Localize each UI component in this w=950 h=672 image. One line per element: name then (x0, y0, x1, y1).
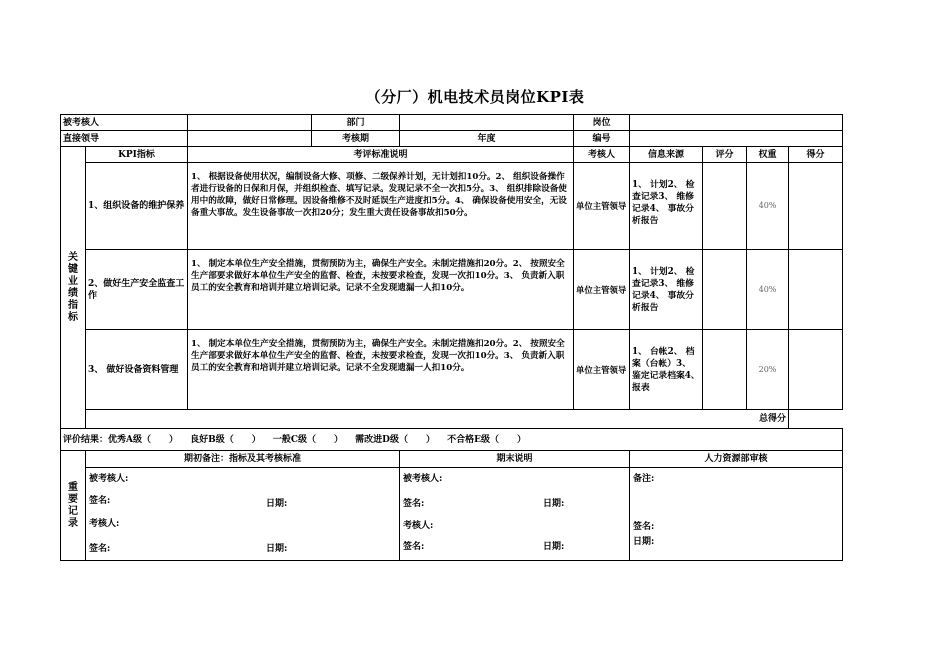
records-col1[interactable] (86, 468, 400, 561)
col-points: 得分 (789, 147, 843, 163)
direct-leader-value[interactable] (188, 131, 312, 147)
year-label: 年度 (400, 131, 574, 147)
kpi-row (61, 163, 843, 250)
examinee-sign-label: 被考核人: (89, 474, 129, 484)
examinee-sign-label: 被考核人: (403, 474, 443, 484)
number-value[interactable] (630, 131, 843, 147)
col-standard: 考评标准说明 (188, 147, 574, 163)
kpi-weight: 20% (747, 330, 789, 410)
records-col1-title: 期初备注：指标及其考核标准 (86, 451, 400, 468)
period-label: 考核期 (312, 131, 400, 147)
kpi-name: 3、 做好设备资料管理 (86, 330, 188, 410)
section-label: 关键业绩指标 (61, 147, 86, 429)
hr-sign-field: 签名: (633, 522, 655, 532)
records-col3-title: 人力资源部审核 (630, 451, 843, 468)
total-label: 总得分 (86, 410, 789, 429)
assessor-sign-field: 签名: (89, 544, 111, 554)
kpi-points[interactable] (789, 250, 843, 330)
position-value[interactable] (630, 115, 843, 131)
header-row-2 (61, 131, 843, 147)
records-label: 重要记录 (61, 451, 86, 561)
page-title: （分厂）机电技术员岗位KPI表 (365, 88, 585, 106)
hr-remark-label: 备注: (633, 474, 655, 484)
examinee-date-field: 日期: (543, 499, 565, 509)
kpi-points[interactable] (789, 163, 843, 250)
department-label: 部门 (312, 115, 400, 131)
assessor-sign-label: 考核人: (403, 521, 434, 531)
records-header-row (61, 451, 843, 468)
examinee-date-field: 日期: (266, 499, 288, 509)
assessor-date-field: 日期: (543, 542, 565, 552)
kpi-points[interactable] (789, 330, 843, 410)
department-value[interactable] (400, 115, 574, 131)
evaluation-row (61, 429, 843, 451)
number-label: 编号 (574, 131, 630, 147)
col-score: 评分 (703, 147, 747, 163)
kpi-row (61, 250, 843, 330)
kpi-standard: 1、 制定本单位生产安全措施，贯彻预防为主，确保生产安全。未制定措施扣20分。2、 按照安全生产部要求做好本单位生产安全的监督、检查，未按要求检查，发现一次扣10分。3、 负责新入职员工的安全教育和培训并建立培训记录。记录不全发现遗漏一人扣10分。 (188, 250, 574, 330)
kpi-assessor: 单位主管领导 (574, 250, 630, 330)
kpi-source: 1、 计划2、 检查记录3、 维修记录4、 事故分析报告 (630, 163, 703, 250)
kpi-table (60, 114, 843, 561)
position-label: 岗位 (574, 115, 630, 131)
kpi-name: 2、做好生产安全监查工作 (86, 250, 188, 330)
examinee-sign-field: 签名: (89, 496, 111, 506)
records-col2-title: 期末说明 (400, 451, 630, 468)
kpi-standard: 1、 根据设备使用状况，编制设备大修、项修、二级保养计划，无计划扣10分。2、 组织设备操作者进行设备的日保和月保，并组织检查、填写记录。发现记录不全一次扣5分。3、 组织排除设备使用中的故障，做好日常修理。因设备维修不及时延误生产进度扣5分。4、 确保设备使用安全，无设备重大事故。发生设备事故一次扣20分；发生重大责任设备事故扣50分。 (188, 163, 574, 250)
direct-leader-label: 直接领导 (61, 131, 188, 147)
col-kpi: KPI指标 (86, 147, 188, 163)
kpi-assessor: 单位主管领导 (574, 163, 630, 250)
kpi-name: 1、组织设备的维护保养 (86, 163, 188, 250)
assessor-sign-field: 签名: (403, 542, 425, 552)
column-header-row (61, 147, 843, 163)
kpi-row (61, 330, 843, 410)
examinee-sign-field: 签名: (403, 499, 425, 509)
total-row (61, 410, 843, 429)
examinee-value[interactable] (188, 115, 312, 131)
kpi-assessor: 单位主管领导 (574, 330, 630, 410)
evaluation-text: 评价结果：优秀A级（ ） 良好B级（ ） 一般C级（ ） 需改进D级（ ） 不合格E级（ ） (61, 429, 843, 451)
kpi-score[interactable] (703, 163, 747, 250)
hr-date-field: 日期: (633, 537, 655, 547)
records-col3[interactable] (630, 468, 843, 561)
kpi-score[interactable] (703, 330, 747, 410)
examinee-label: 被考核人 (61, 115, 188, 131)
records-body-row (61, 468, 843, 561)
kpi-weight: 40% (747, 250, 789, 330)
header-row-1 (61, 115, 843, 131)
records-col2[interactable] (400, 468, 630, 561)
kpi-weight: 40% (747, 163, 789, 250)
kpi-source: 1、 台帐2、 档案（台帐）3、 鉴定记录档案4、 报表 (630, 330, 703, 410)
kpi-source: 1、 计划2、 检查记录3、 维修记录4、 事故分析报告 (630, 250, 703, 330)
assessor-sign-label: 考核人: (89, 519, 120, 529)
kpi-standard: 1、 制定本单位生产安全措施，贯彻预防为主，确保生产安全。未制定措施扣20分。2、 按照安全生产部要求做好本单位生产安全的监督、检查，未按要求检查，发现一次扣10分。3、 负责新入职员工的安全教育和培训并建立培训记录。记录不全发现遗漏一人扣10分。 (188, 330, 574, 410)
col-assessor: 考核人 (574, 147, 630, 163)
col-weight: 权重 (747, 147, 789, 163)
assessor-date-field: 日期: (266, 544, 288, 554)
total-value[interactable] (789, 410, 843, 429)
kpi-score[interactable] (703, 250, 747, 330)
col-source: 信息来源 (630, 147, 703, 163)
